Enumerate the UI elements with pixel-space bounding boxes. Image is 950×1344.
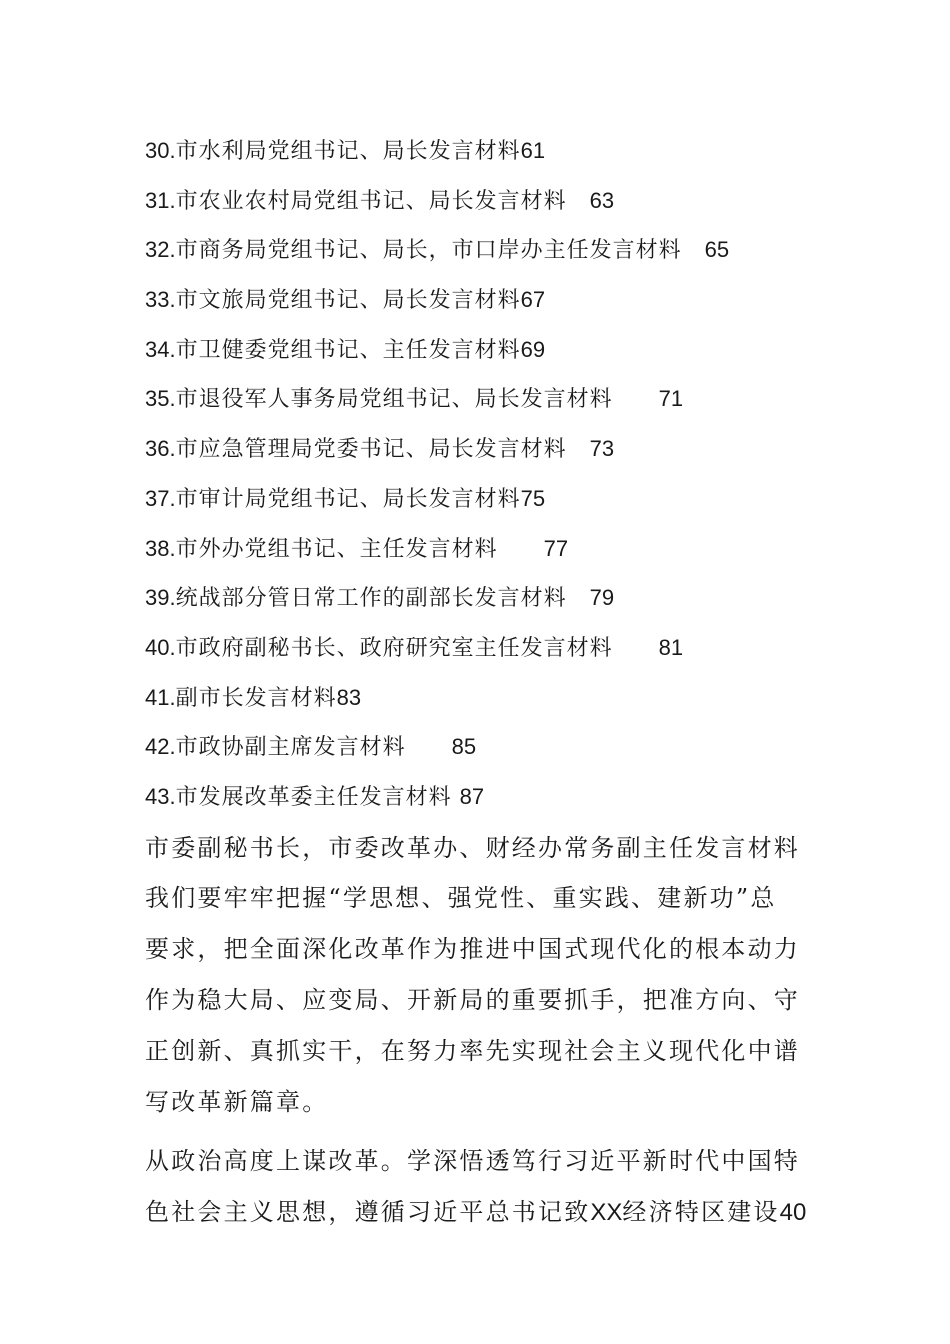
toc-item-number: 40. (145, 634, 176, 660)
toc-item-number: 35. (145, 386, 176, 412)
toc-item-page: 85 (451, 734, 477, 760)
toc-item[interactable] (145, 630, 825, 680)
toc-item-page: 77 (543, 535, 569, 561)
toc-item-number: 37. (145, 485, 176, 511)
toc-item-page: 79 (589, 585, 615, 611)
toc-item-number: 38. (145, 535, 176, 561)
toc-item-number: 32. (145, 237, 176, 263)
toc-item-separator (452, 785, 460, 810)
toc-item-number: 31. (145, 187, 176, 213)
toc-item[interactable] (145, 381, 825, 431)
toc-item[interactable] (145, 680, 825, 730)
toc-item-page: 83 (336, 684, 362, 710)
toc-item-number: 41. (145, 684, 176, 710)
toc-item-page: 63 (589, 187, 615, 213)
toc-item[interactable] (145, 282, 825, 332)
toc-item-title: 市商务局党组书记、局长，市口岸办主任发言材料 (175, 238, 682, 264)
section-heading: 市委副秘书长，市委改革办、财经办常务副主任发言材料 (145, 834, 800, 862)
toc-item-title: 市文旅局党组书记、局长发言材料 (175, 288, 521, 314)
toc-item[interactable] (145, 431, 825, 481)
toc-item-page: 81 (658, 634, 684, 660)
toc-item-title: 市发展改革委主任发言材料 (175, 784, 452, 810)
toc-item-number: 33. (145, 287, 176, 313)
toc-item-title: 市卫健委党组书记、主任发言材料 (175, 337, 521, 363)
toc-item-title: 市审计局党组书记、局长发言材料 (175, 486, 521, 512)
toc-item-title: 市农业农村局党组书记、局长发言材料 (175, 188, 567, 214)
paragraph-gap (145, 1130, 810, 1138)
toc-item-page: 67 (520, 287, 546, 313)
paragraph-text: 色社会主义思想，遵循习近平总书记致 (145, 1198, 591, 1226)
paragraph-line: 从政治高度上谋改革。学深悟透笃行习近平新时代中国特 (145, 1147, 800, 1175)
toc-item[interactable] (145, 580, 825, 630)
toc-item-title: 市应急管理局党委书记、局长发言材料 (175, 437, 567, 463)
toc-item-page: 65 (704, 237, 730, 263)
toc-item-separator (567, 586, 590, 611)
toc-item-separator (613, 636, 659, 661)
paragraph-line: 我们要牢牢把握“学思想、强党性、重实践、建新功”总 (145, 884, 777, 912)
toc-item[interactable] (145, 729, 825, 779)
toc-item[interactable] (145, 232, 825, 282)
toc-item-page: 87 (459, 783, 485, 809)
toc-item-page: 61 (520, 138, 546, 163)
toc-item-title: 市政府副秘书长、政府研究室主任发言材料 (175, 635, 613, 661)
paragraph-line: 正创新、真抓实干，在努力率先实现社会主义现代化中谱 (145, 1037, 800, 1065)
toc-item-title: 市退役军人事务局党组书记、局长发言材料 (175, 387, 613, 413)
toc-item-separator (682, 238, 705, 263)
toc-item-separator (406, 735, 452, 760)
toc-item[interactable] (145, 133, 825, 183)
toc-item-title: 市外办党组书记、主任发言材料 (175, 536, 498, 562)
toc-item-separator (613, 387, 659, 412)
paragraph-text: 经济特区建设 (622, 1198, 780, 1226)
table-of-contents (145, 133, 825, 829)
toc-item[interactable] (145, 183, 825, 233)
toc-item[interactable] (145, 481, 825, 531)
toc-item-page: 69 (520, 336, 546, 362)
toc-item-title: 市政协副主席发言材料 (175, 735, 406, 761)
toc-item-page: 75 (520, 485, 546, 511)
toc-item-number: 34. (145, 336, 176, 362)
toc-item[interactable] (145, 531, 825, 581)
toc-item-number: 39. (145, 585, 176, 611)
toc-item-separator (498, 537, 544, 562)
paragraph-line (145, 1189, 810, 1240)
toc-item-number: 36. (145, 436, 176, 462)
toc-item[interactable] (145, 332, 825, 382)
toc-item-number: 43. (145, 783, 176, 809)
toc-item-number: 30. (145, 138, 176, 163)
toc-item-page: 71 (658, 386, 684, 412)
paragraph-line: 要求，把全面深化改革作为推进中国式现代化的根本动力 (145, 935, 800, 963)
toc-item-separator (567, 189, 590, 214)
paragraph-line: 写改革新篇章。 (145, 1088, 329, 1116)
toc-item-number: 42. (145, 734, 176, 760)
toc-item-title: 副市长发言材料 (175, 685, 337, 711)
toc-item-separator (567, 437, 590, 462)
paragraph-line: 作为稳大局、应变局、开新局的重要抓手，把准方向、守 (145, 986, 800, 1014)
toc-item[interactable] (145, 779, 825, 829)
toc-item-title: 市水利局党组书记、局长发言材料 (175, 139, 521, 164)
toc-item-page: 73 (589, 436, 615, 462)
document-body (145, 825, 810, 1240)
paragraph-number: 40 (779, 1199, 807, 1226)
toc-item-title: 统战部分管日常工作的副部长发言材料 (175, 586, 567, 612)
placeholder-code: XX (590, 1199, 623, 1226)
